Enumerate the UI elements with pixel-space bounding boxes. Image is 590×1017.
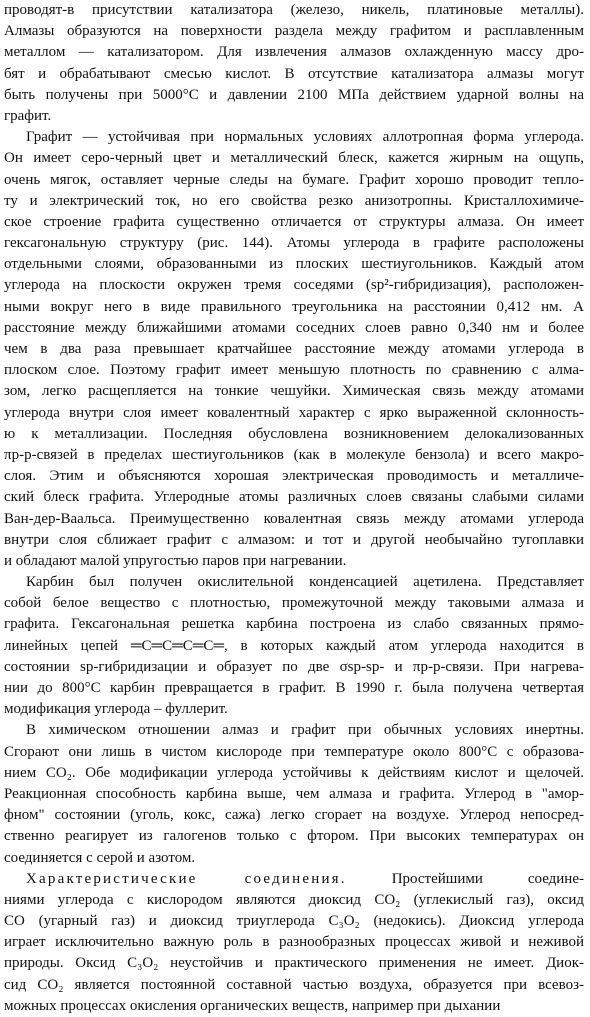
text-line: углерода внутри слоя имеет ковалентный характер с ярко выраженной склонность- [4,404,584,421]
text-line: Реакционная способность карбина выше, чем алмаза и графита. Углерод в "амор- [4,785,584,802]
text-line: очень мягок, оставляет черные следы на бумаге. Графит хорошо проводит тепло- [4,171,584,188]
text-line: ту и электрический ток, но его свойства резко анизотропны. Кристаллохимиче- [4,192,584,209]
text-line: плоском слое. Поэтому графит имеет меньшую плотность по сравнению с алма- [4,362,584,379]
document-page [4,0,584,1014]
text-line: слоя. Этим и объясняются хорошая электрическая проводимость и металличе- [4,468,584,485]
paragraph-p1 [4,0,584,127]
text-line: и обладают малой упругостью паров при нагревании. [4,552,347,569]
text-line: сид CO₂ является постоянной составной частью воздуха, образуется при всевоз- [4,976,584,993]
paragraph-p2 [4,127,584,572]
text-line: зом, легко расщепляется на тонкие чешуйки. Химическая связь между атомами [4,383,584,400]
text-line-rest: Простейшими соедине- [346,870,584,887]
text-line: играет исключительно важную роль в разнообразных процессах живой и неживой [4,934,584,951]
text-line: графита. Гексагональная решетка карбина построена из слабо связанных прямо- [4,616,584,633]
text-line: гексагональную структуру (рис. 144). Атомы углерода в графите расположены [4,235,584,252]
text-line: Он имеет серо-черный цвет и металлический блеск, кажется жирным на ощупь, [4,150,584,167]
text-line: можных процессах окисления органических веществ, например при дыхании [4,997,501,1014]
text-line: πp-p-связей в пределах шестиугольников (как в молекуле бензола) и всего макро- [4,446,584,463]
text-line: Алмазы образуются на поверхности раздела между графитом и расплавленным [4,23,584,40]
text-line: Ван-дер-Ваальса. Преимущественно ковалентная связь между атомами углерода [4,510,584,527]
text-line: бят и обрабатывают смесью кислот. В отсутствие катализатора алмазы могут [4,65,584,82]
paragraph-p4 [4,720,584,868]
paragraph-p3 [4,572,584,720]
text-line: CO (угарный газ) и диоксид триуглерода C₃O₂ (недокись). Диоксид углерода [4,913,584,930]
text-line: Карбин был получен окислительной конденсацией ацетилена. Представляет [26,574,584,591]
text-line: собой белое вещество с плотностью, промежуточной между таковыми алмаза и [4,595,584,612]
text-line: нием CO₂. Обе модификации углерода устойчивы к действиям кислот и щелочей. [4,764,584,781]
text-line: ское строение графита существенно отличается от структуры алмаза. Он имеет [4,213,584,230]
text-line: внутри слоя сближает графит с алмазом: и тот и другой необычайно тугоплавки [4,531,584,548]
section-lead-term: Характеристические соединения. [26,870,347,887]
text-line: линейных цепей ═C═C═C═C═, в которых каждый атом углерода находится в [4,637,584,654]
text-line: ский блеск графита. Углеродные атомы различных слоев связаны слабыми силами [4,489,584,506]
text-line: ственно реагирует из галогенов только с фтором. При высоких температурах он [4,828,584,845]
text-line: нии до 800°C карбин превращается в графит. В 1990 г. была получена четвертая [4,680,584,696]
text-line: ниями углерода с кислородом являются диоксид CO₂ (углекислый газ), оксид [4,891,584,908]
text-line: металлом — катализатором. Для извлечения алмазов охлажденную массу дро- [4,44,584,61]
text-line: фном" состоянии (уголь, кокс, сажа) легко сгорает на воздухе. Углерод непосред- [4,807,584,824]
text-line: углерода на плоскости окружен тремя соседями (sp²-гибридизация), расположен- [4,277,584,294]
text-line: ю к металлизации. Последняя обусловлена возникновением делокализованных [4,425,584,442]
text-line: Графит — устойчивая при нормальных условиях аллотропная форма углерода. [26,129,584,146]
text-line: ными вокруг него в виде правильного треугольника на расстоянии 0,412 нм. А [4,298,584,315]
text-line: отдельными слоями, образованными из плоских шестиугольников. Каждый атом [4,256,584,273]
text-line: В химическом отношении алмаз и графит при обычных условиях инертны. [26,722,584,739]
text-line: соединяется с серой и азотом. [4,849,196,866]
text-line: модификация углерода – фуллерит. [4,701,228,718]
text-line: природы. Оксид C₃O₂ неустойчив и практического применения не имеет. Диок- [4,955,584,972]
paragraph-p5 [4,869,584,1017]
text-line: чем в два раза превышает кратчайшее расстояние между атомами углерода в [4,341,584,357]
text-line: графит. [4,107,52,124]
text-line: проводят-в присутствии катализатора (железо, никель, платиновые металлы). [4,2,584,18]
text-line [4,869,584,890]
text-line: состоянии sp-гибридизации и образует по две σsp-sp- и πp-p-связи. При нагрева- [4,658,584,675]
text-line: Сгорают они лишь в чистом кислороде при температуре около 800°C с образова- [4,743,584,760]
text-line: расстояние между ближайшими атомами соседних слоев равно 0,340 нм и более [4,319,584,336]
text-line: быть получены при 5000°C и давлении 2100 МПа действием ударной волны на [4,86,584,103]
